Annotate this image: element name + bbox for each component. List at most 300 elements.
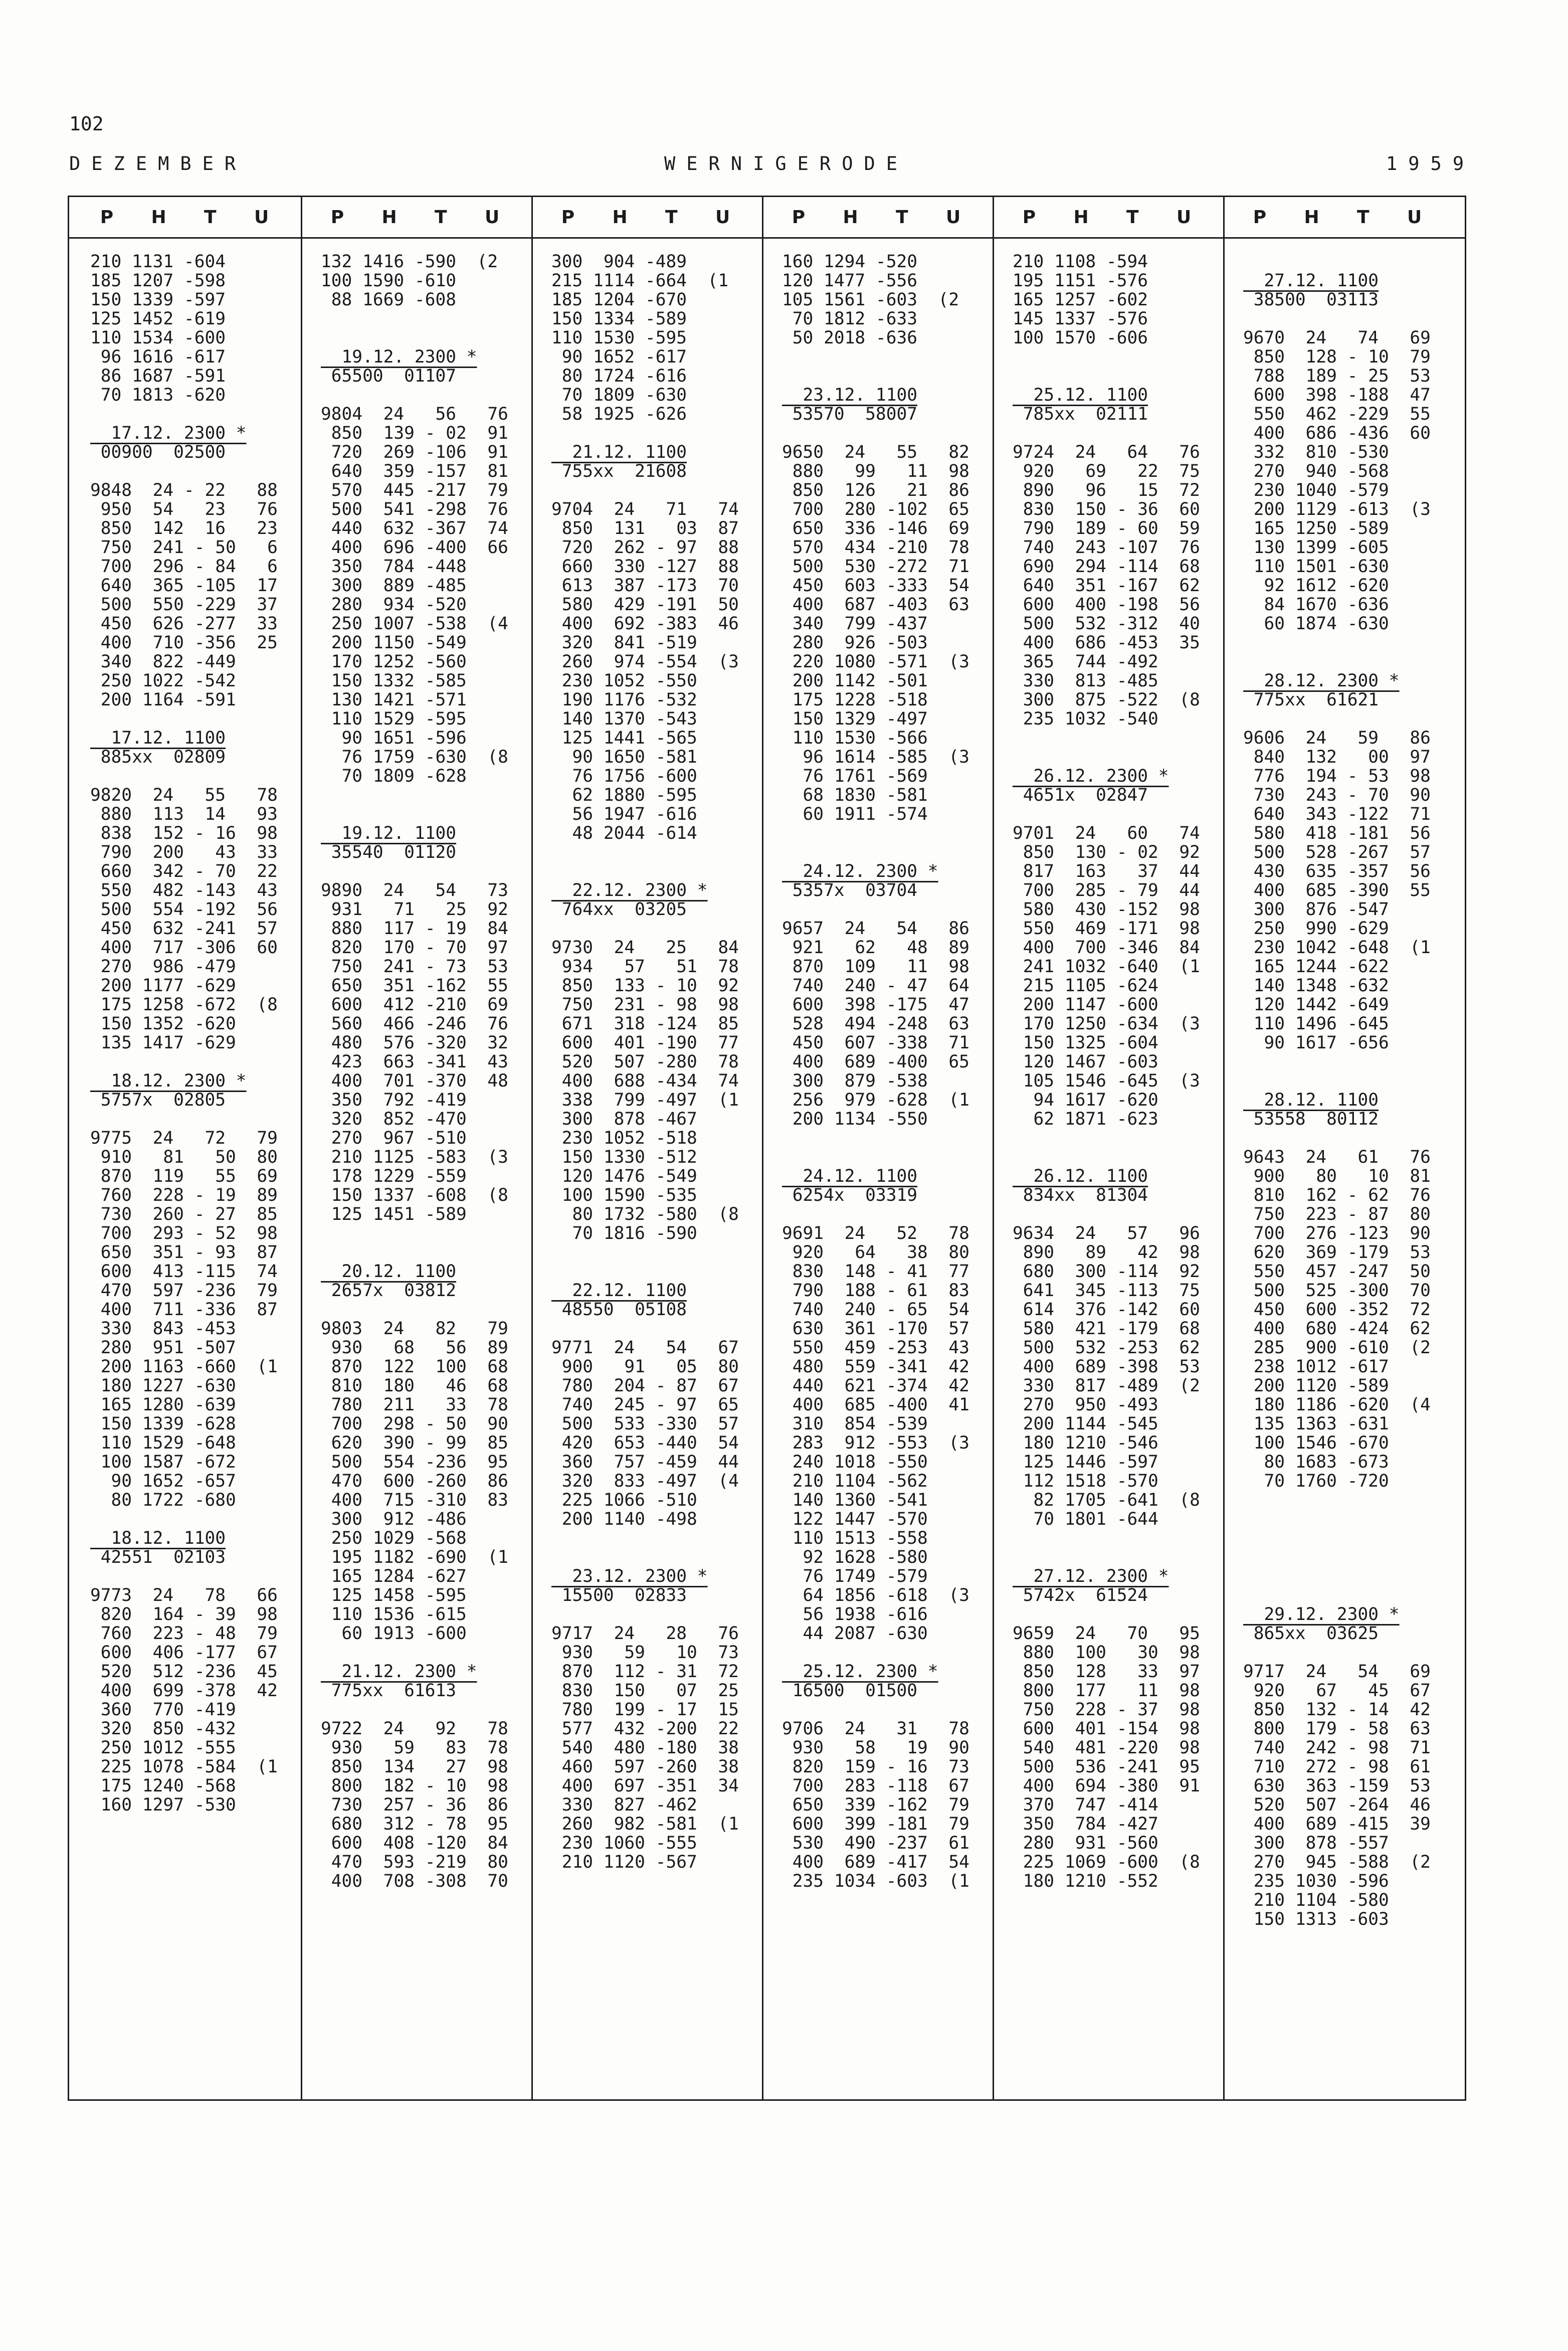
sounding-row: 100 1570 -606	[1013, 328, 1148, 348]
spacer	[1013, 367, 1200, 386]
sounding-row: 9771 24 54 67	[551, 1338, 739, 1358]
sounding-row: 785xx 02111	[1013, 404, 1148, 424]
sounding-row: 400 717 -306 60	[90, 938, 278, 958]
sounding-row: 35540 01120	[321, 842, 457, 862]
sounding-row: 320 850 -432	[90, 1719, 236, 1739]
spacer	[782, 367, 969, 386]
sounding-row: 16500 01500	[782, 1681, 918, 1701]
sounding-row: 230 1060 -555	[551, 1833, 697, 1853]
sounding-date-heading: 27.12. 1100	[1243, 271, 1379, 291]
sounding-date-heading: 26.12. 2300 *	[1013, 766, 1169, 786]
sounding-row: 70 1816 -590	[551, 1223, 697, 1243]
sounding-row: 880 117 - 19 84	[321, 919, 508, 939]
sounding-row: 660 330 -127 88	[551, 557, 739, 577]
sounding-row: 170 1250 -634 (3	[1013, 1014, 1200, 1034]
spacer	[551, 1243, 739, 1262]
sounding-row: 540 481 -220 98	[1013, 1738, 1200, 1758]
sounding-row: 780 199 - 17 15	[551, 1700, 739, 1720]
sounding-row: 400 711 -336 87	[90, 1300, 278, 1320]
sounding-row: 180 1210 -546	[1013, 1433, 1158, 1453]
sounding-row: 94 1617 -620	[1013, 1090, 1158, 1110]
sounding-row: 400 699 -378 42	[90, 1681, 278, 1701]
spacer	[1013, 1205, 1200, 1224]
sounding-row: 5742x 61524	[1013, 1585, 1148, 1605]
sounding-date-heading: 17.12. 2300 *	[90, 423, 247, 443]
sounding-row: 00900 02500	[90, 442, 226, 462]
sounding-row: 400 715 -310 83	[321, 1490, 508, 1510]
sounding-date-heading: 23.12. 2300 *	[551, 1566, 708, 1586]
sounding-row: 480 559 -341 42	[782, 1357, 969, 1377]
sounding-row: 340 822 -449	[90, 652, 236, 672]
sounding-row: 640 365 -105 17	[90, 576, 278, 596]
sounding-row: 225 1066 -510	[551, 1490, 697, 1510]
sounding-date-heading: 28.12. 2300 *	[1243, 671, 1400, 691]
spacer	[90, 1052, 278, 1071]
sounding-row: 250 1029 -568	[321, 1528, 467, 1548]
sounding-row: 9606 24 59 86	[1243, 728, 1431, 748]
column-header-label: T	[204, 207, 217, 228]
sounding-row: 310 854 -539	[782, 1414, 928, 1434]
sounding-date-heading: 25.12. 2300 *	[782, 1662, 938, 1682]
sounding-row: 195 1182 -690 (1	[321, 1547, 508, 1567]
sounding-row: 400 688 -434 74	[551, 1071, 739, 1091]
sounding-date-heading: 20.12. 1100	[321, 1261, 457, 1282]
sounding-row: 56 1947 -616	[551, 804, 697, 824]
sounding-row: 850 134 27 98	[321, 1757, 508, 1777]
sounding-row: 885xx 02809	[90, 747, 226, 767]
sounding-row: 70 1760 -720	[1243, 1471, 1389, 1491]
spacer	[1243, 1071, 1431, 1091]
sounding-row: 580 421 -179 68	[1013, 1319, 1200, 1339]
sounding-date-heading: 26.12. 1100	[1013, 1166, 1148, 1186]
sounding-row: 280 934 -520	[321, 595, 467, 615]
sounding-row: 400 710 -356 25	[90, 633, 278, 653]
sounding-row: 850 126 21 86	[782, 480, 969, 500]
sounding-row: 600 408 -120 84	[321, 1833, 508, 1853]
sounding-row: 270 945 -588 (2	[1243, 1852, 1431, 1872]
sounding-row: 820 164 - 39 98	[90, 1604, 278, 1624]
sounding-row: 330 817 -489 (2	[1013, 1376, 1200, 1396]
sounding-row: 9657 24 54 86	[782, 919, 969, 939]
sounding-row: 934 57 51 78	[551, 957, 739, 977]
sounding-row: 577 432 -200 22	[551, 1719, 739, 1739]
spacer	[1013, 347, 1200, 367]
sounding-date-heading: 19.12. 1100	[321, 823, 457, 843]
sounding-row: 350 784 -448	[321, 557, 467, 577]
spacer	[782, 843, 969, 862]
sounding-row: 135 1363 -631	[1243, 1414, 1389, 1434]
spacer	[321, 1243, 508, 1262]
spacer	[1243, 709, 1431, 729]
sounding-column	[1013, 252, 1200, 1891]
sounding-row: 42551 02103	[90, 1547, 226, 1567]
sounding-row: 400 689 -400 65	[782, 1052, 969, 1072]
sounding-row: 215 1114 -664 (1	[551, 271, 729, 291]
column-divider	[301, 197, 302, 2099]
sounding-row: 850 132 - 14 42	[1243, 1700, 1431, 1720]
sounding-row: 200 1163 -660 (1	[90, 1357, 278, 1377]
sounding-row: 880 100 30 98	[1013, 1643, 1200, 1663]
sounding-row: 530 490 -237 61	[782, 1833, 969, 1853]
sounding-row: 760 223 - 48 79	[90, 1623, 278, 1644]
sounding-row: 200 1147 -600	[1013, 995, 1158, 1015]
sounding-row: 110 1496 -645	[1243, 1014, 1389, 1034]
sounding-row: 70 1809 -628	[321, 766, 467, 786]
spacer	[1243, 1643, 1431, 1662]
sounding-row: 92 1612 -620	[1243, 576, 1389, 596]
column-divider	[993, 197, 994, 2099]
sounding-row: 4651x 02847	[1013, 785, 1148, 805]
sounding-row: 450 632 -241 57	[90, 919, 278, 939]
sounding-row: 125 1441 -565	[551, 728, 697, 748]
spacer	[90, 462, 278, 481]
sounding-row: 520 512 -236 45	[90, 1662, 278, 1682]
column-header-cell	[992, 197, 1222, 237]
sounding-row: 400 689 -398 53	[1013, 1357, 1200, 1377]
column-header-label: U	[254, 207, 269, 228]
sounding-row: 930 59 83 78	[321, 1738, 508, 1758]
sounding-row: 256 979 -628 (1	[782, 1090, 969, 1110]
sounding-row: 460 597 -260 38	[551, 1757, 739, 1777]
sounding-row: 470 593 -219 80	[321, 1852, 508, 1872]
sounding-row: 200 1177 -629	[90, 976, 236, 996]
sounding-row: 580 418 -181 56	[1243, 823, 1431, 843]
sounding-row: 810 162 - 62 76	[1243, 1185, 1431, 1205]
sounding-row: 865xx 03625	[1243, 1623, 1379, 1644]
sounding-row: 550 459 -253 43	[782, 1338, 969, 1358]
spacer	[1013, 748, 1200, 767]
sounding-row: 96 1616 -617	[90, 347, 226, 367]
spacer	[321, 309, 508, 328]
sounding-row: 870 109 11 98	[782, 957, 969, 977]
spacer	[90, 1567, 278, 1586]
sounding-row: 185 1204 -670	[551, 290, 687, 310]
sounding-row: 145 1337 -576	[1013, 309, 1148, 329]
sounding-row: 90 1617 -656	[1243, 1033, 1389, 1053]
sounding-row: 5757x 02805	[90, 1090, 226, 1110]
sounding-row: 650 339 -162 79	[782, 1795, 969, 1815]
sounding-row: 210 1108 -594	[1013, 252, 1148, 272]
sounding-row: 215 1105 -624	[1013, 976, 1158, 996]
sounding-row: 730 257 - 36 86	[321, 1795, 508, 1815]
sounding-row: 520 507 -264 46	[1243, 1795, 1431, 1815]
sounding-row: 930 68 56 89	[321, 1338, 508, 1358]
sounding-row: 580 430 -152 98	[1013, 899, 1200, 920]
sounding-row: 680 312 - 78 95	[321, 1814, 508, 1834]
sounding-row: 235 1032 -540	[1013, 709, 1158, 729]
sounding-row: 165 1284 -627	[321, 1566, 467, 1586]
sounding-row: 15500 02833	[551, 1585, 687, 1605]
sounding-row: 180 1227 -630	[90, 1376, 236, 1396]
sounding-row: 210 1104 -562	[782, 1471, 928, 1491]
column-header-label: U	[1407, 207, 1422, 228]
sounding-row: 500 536 -241 95	[1013, 1757, 1200, 1777]
sounding-row: 650 351 -162 55	[321, 976, 508, 996]
column-header-cell	[761, 197, 992, 237]
sounding-row: 500 530 -272 71	[782, 557, 969, 577]
sounding-row: 110 1534 -600	[90, 328, 226, 348]
spacer	[782, 1129, 969, 1148]
sounding-row: 53558 80112	[1243, 1109, 1379, 1129]
sounding-row: 423 663 -341 43	[321, 1052, 508, 1072]
sounding-row: 135 1417 -629	[90, 1033, 236, 1053]
spacer	[1243, 1052, 1431, 1071]
sounding-row: 250 1022 -542	[90, 671, 236, 691]
column-header-label: T	[665, 207, 678, 228]
sounding-row: 500 528 -267 57	[1243, 842, 1431, 862]
column-header-label: U	[715, 207, 730, 228]
sounding-row: 540 480 -180 38	[551, 1738, 739, 1758]
sounding-row: 9650 24 55 82	[782, 442, 969, 462]
sounding-row: 80 1722 -680	[90, 1490, 236, 1510]
sounding-row: 440 632 -367 74	[321, 518, 508, 538]
spacer	[321, 786, 508, 805]
sounding-row: 700 293 - 52 98	[90, 1223, 278, 1243]
sounding-row: 430 635 -357 56	[1243, 861, 1431, 881]
sounding-row: 230 1052 -518	[551, 1128, 697, 1148]
sounding-row: 280 931 -560	[1013, 1833, 1158, 1853]
sounding-row: 641 345 -113 75	[1013, 1281, 1200, 1301]
sounding-row: 140 1360 -541	[782, 1490, 928, 1510]
sounding-row: 70 1809 -630	[551, 385, 687, 405]
sounding-row: 200 1120 -589	[1243, 1376, 1389, 1396]
sounding-row: 260 982 -581 (1	[551, 1814, 739, 1834]
sounding-row: 700 285 - 79 44	[1013, 880, 1200, 900]
sounding-row: 600 398 -175 47	[782, 995, 969, 1015]
sounding-row: 700 276 -123 90	[1243, 1223, 1431, 1243]
spacer	[321, 1224, 508, 1243]
sounding-row: 6254x 03319	[782, 1185, 918, 1205]
sounding-row: 720 262 - 97 88	[551, 537, 739, 558]
sounding-row: 105 1561 -603 (2	[782, 290, 959, 310]
sounding-row: 175 1240 -568	[90, 1776, 236, 1796]
sounding-row: 931 71 25 92	[321, 899, 508, 920]
sounding-row: 710 272 - 98 61	[1243, 1757, 1431, 1777]
sounding-row: 64 1856 -618 (3	[782, 1585, 969, 1605]
sounding-row: 90 1652 -617	[551, 347, 687, 367]
sounding-row: 850 131 03 87	[551, 518, 739, 538]
sounding-row: 240 1018 -550	[782, 1452, 928, 1472]
sounding-row: 690 294 -114 68	[1013, 557, 1200, 577]
sounding-row: 760 228 - 19 89	[90, 1185, 278, 1205]
column-header-cell	[530, 197, 761, 237]
sounding-row: 780 211 33 78	[321, 1395, 508, 1415]
sounding-row: 450 600 -352 72	[1243, 1300, 1431, 1320]
sounding-row: 38500 03113	[1243, 290, 1379, 310]
sounding-row: 840 132 00 97	[1243, 747, 1431, 767]
sounding-row: 70 1801 -644	[1013, 1509, 1158, 1529]
sounding-row: 165 1280 -639	[90, 1395, 236, 1415]
sounding-row: 700 298 - 50 90	[321, 1414, 508, 1434]
sounding-row: 9634 24 57 96	[1013, 1223, 1200, 1243]
sounding-row: 360 757 -459 44	[551, 1452, 739, 1472]
spacer	[551, 919, 739, 938]
column-header-label: H	[1304, 207, 1319, 228]
sounding-row: 900 80 10 81	[1243, 1166, 1431, 1186]
sounding-row: 870 112 - 31 72	[551, 1662, 739, 1682]
sounding-row: 60 1913 -600	[321, 1623, 467, 1644]
sounding-row: 400 697 -351 34	[551, 1776, 739, 1796]
sounding-row: 750 241 - 73 53	[321, 957, 508, 977]
sounding-row: 150 1334 -589	[551, 309, 687, 329]
sounding-date-heading: 18.12. 2300 *	[90, 1071, 247, 1091]
sounding-row: 560 466 -246 76	[321, 1014, 508, 1034]
sounding-row: 775xx 61613	[321, 1681, 457, 1701]
sounding-row: 640 359 -157 81	[321, 461, 508, 481]
sounding-row: 365 744 -492	[1013, 652, 1158, 672]
spacer	[782, 1643, 969, 1662]
sounding-row: 330 813 -485	[1013, 671, 1158, 691]
sounding-row: 660 342 - 70 22	[90, 861, 278, 881]
sounding-date-heading: 21.12. 2300 *	[321, 1662, 477, 1682]
sounding-date-heading: 23.12. 1100	[782, 385, 918, 405]
column-header-label: H	[612, 207, 628, 228]
spacer	[551, 843, 739, 862]
sounding-row: 550 469 -171 98	[1013, 919, 1200, 939]
spacer	[90, 405, 278, 424]
sounding-row: 120 1442 -649	[1243, 995, 1389, 1015]
sounding-row: 9659 24 70 95	[1013, 1623, 1200, 1644]
spacer	[1243, 1548, 1431, 1567]
sounding-row: 750 223 - 87 80	[1243, 1204, 1431, 1224]
spacer	[1013, 1605, 1200, 1624]
sounding-row: 130 1399 -605	[1243, 537, 1389, 558]
sounding-date-heading: 17.12. 1100	[90, 728, 226, 748]
spacer	[782, 824, 969, 843]
sounding-row: 614 376 -142 60	[1013, 1300, 1200, 1320]
sounding-row: 110 1530 -595	[551, 328, 687, 348]
sounding-row: 80 1683 -673	[1243, 1452, 1389, 1472]
sounding-row: 340 799 -437	[782, 614, 928, 634]
column-header-label: U	[1177, 207, 1192, 228]
sounding-row: 150 1330 -512	[551, 1147, 697, 1167]
sounding-row: 300 904 -489	[551, 252, 687, 272]
column-header-cell	[300, 197, 530, 237]
month-label: DEZEMBER	[69, 153, 247, 174]
sounding-row: 270 986 -479	[90, 957, 236, 977]
station-label: WERNIGERODE	[664, 153, 909, 174]
sounding-row: 300 889 -485	[321, 576, 467, 596]
sounding-row: 175 1228 -518	[782, 690, 928, 710]
sounding-row: 450 626 -277 33	[90, 614, 278, 634]
sounding-row: 60 1874 -630	[1243, 614, 1389, 634]
sounding-row: 920 64 38 80	[782, 1242, 969, 1262]
sounding-row: 110 1529 -595	[321, 709, 467, 729]
sounding-row: 528 494 -248 63	[782, 1014, 969, 1034]
spacer	[1243, 1129, 1431, 1148]
sounding-date-heading: 24.12. 1100	[782, 1166, 918, 1186]
sounding-date-heading: 28.12. 1100	[1243, 1090, 1379, 1110]
sounding-row: 720 269 -106 91	[321, 442, 508, 462]
sounding-row: 210 1131 -604	[90, 252, 226, 272]
sounding-row: 120 1467 -603	[1013, 1052, 1158, 1072]
sounding-row: 740 240 - 65 54	[782, 1300, 969, 1320]
sounding-row: 112 1518 -570	[1013, 1471, 1158, 1491]
sounding-row: 140 1370 -543	[551, 709, 697, 729]
sounding-row: 740 245 - 97 65	[551, 1395, 739, 1415]
spacer	[90, 1510, 278, 1529]
sounding-row: 9722 24 92 78	[321, 1719, 508, 1739]
sounding-row: 830 150 07 25	[551, 1681, 739, 1701]
sounding-row: 100 1546 -670	[1243, 1433, 1389, 1453]
spacer	[1013, 424, 1200, 443]
sounding-row: 130 1421 -571	[321, 690, 467, 710]
sounding-row: 500 532 -312 40	[1013, 614, 1200, 634]
sounding-row: 9643 24 61 76	[1243, 1147, 1431, 1167]
spacer	[1243, 1510, 1431, 1529]
sounding-row: 150 1313 -603	[1243, 1909, 1389, 1929]
page-number: 102	[69, 113, 104, 135]
sounding-row: 400 700 -346 84	[1013, 938, 1200, 958]
sounding-row: 360 770 -419	[90, 1700, 236, 1720]
sounding-row: 613 387 -173 70	[551, 576, 739, 596]
column-header-label: P	[561, 207, 575, 228]
sounding-row: 160 1297 -530	[90, 1795, 236, 1815]
sounding-date-heading: 25.12. 1100	[1013, 385, 1148, 405]
sounding-row: 150 1329 -497	[782, 709, 928, 729]
sounding-row: 630 363 -159 53	[1243, 1776, 1431, 1796]
sounding-row: 76 1759 -630 (8	[321, 747, 508, 767]
sounding-row: 400 689 -415 39	[1243, 1814, 1431, 1834]
sounding-row: 730 260 - 27 85	[90, 1204, 278, 1224]
sounding-row: 220 1080 -571 (3	[782, 652, 969, 672]
sounding-row: 640 351 -167 62	[1013, 576, 1200, 596]
sounding-row: 780 204 - 87 67	[551, 1376, 739, 1396]
sounding-row: 300 912 -486	[321, 1509, 467, 1529]
sounding-row: 520 507 -280 78	[551, 1052, 739, 1072]
sounding-row: 700 280 -102 65	[782, 499, 969, 519]
sounding-row: 330 827 -462	[551, 1795, 697, 1815]
sounding-row: 600 398 -188 47	[1243, 385, 1431, 405]
sounding-row: 880 99 11 98	[782, 461, 969, 481]
sounding-row: 110 1501 -630	[1243, 557, 1389, 577]
spacer	[90, 709, 278, 729]
sounding-row: 300 878 -467	[551, 1109, 697, 1129]
sounding-row: 740 243 -107 76	[1013, 537, 1200, 558]
sounding-row: 180 1210 -552	[1013, 1871, 1158, 1891]
sounding-row: 9704 24 71 74	[551, 499, 739, 519]
sounding-row: 230 1052 -550	[551, 671, 697, 691]
sounding-row: 800 182 - 10 98	[321, 1776, 508, 1796]
sounding-row: 750 231 - 98 98	[551, 995, 739, 1015]
sounding-row: 9670 24 74 69	[1243, 328, 1431, 348]
sounding-row: 260 974 -554 (3	[551, 652, 739, 672]
sounding-row: 330 843 -453	[90, 1319, 236, 1339]
sounding-row: 800 177 11 98	[1013, 1681, 1200, 1701]
sounding-row: 838 152 - 16 98	[90, 823, 278, 843]
sounding-row: 400 685 -390 55	[1243, 880, 1431, 900]
sounding-row: 9773 24 78 66	[90, 1585, 278, 1605]
sounding-row: 870 119 55 69	[90, 1166, 278, 1186]
sounding-row: 92 1628 -580	[782, 1547, 928, 1567]
sounding-row: 300 875 -522 (8	[1013, 690, 1200, 710]
sounding-row: 170 1252 -560	[321, 652, 467, 672]
spacer	[782, 1205, 969, 1224]
sounding-row: 500 525 -300 70	[1243, 1281, 1431, 1301]
sounding-row: 800 179 - 58 63	[1243, 1719, 1431, 1739]
sounding-row: 650 351 - 93 87	[90, 1242, 278, 1262]
sounding-row: 400 696 -400 66	[321, 537, 508, 558]
sounding-row: 70 1813 -620	[90, 385, 226, 405]
sounding-row: 750 241 - 50 6	[90, 537, 278, 558]
spacer	[90, 767, 278, 786]
spacer	[782, 900, 969, 919]
sounding-date-heading: 22.12. 2300 *	[551, 880, 708, 900]
sounding-row: 600 401 -154 98	[1013, 1719, 1200, 1739]
sounding-row: 820 170 - 70 97	[321, 938, 508, 958]
sounding-row: 250 1012 -555	[90, 1738, 236, 1758]
column-header-label: P	[1253, 207, 1267, 228]
